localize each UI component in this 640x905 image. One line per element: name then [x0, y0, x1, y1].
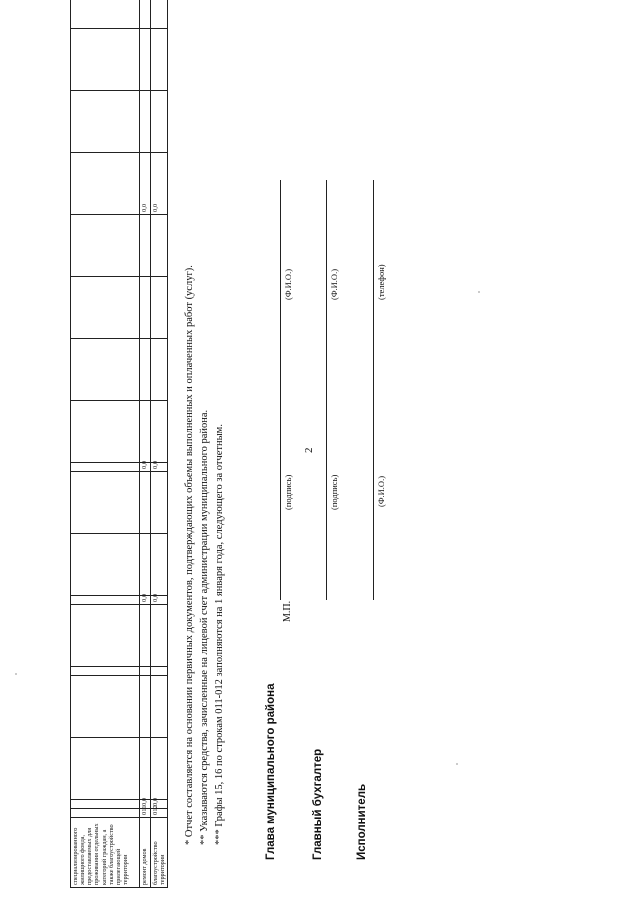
- cell-value: 0,0: [151, 800, 168, 809]
- cell-value: 0,0: [151, 596, 168, 605]
- accountant-signature-line: [326, 180, 327, 600]
- row-code: 011: [140, 809, 151, 818]
- scan-speck: [478, 291, 480, 293]
- row-label: благоустройство территории: [151, 818, 168, 888]
- head-name-caption: (Ф.И.О.): [283, 268, 293, 300]
- executor-title: Исполнитель: [356, 783, 368, 860]
- scan-speck: [15, 673, 17, 675]
- executor-name-caption: (Ф.И.О.): [376, 475, 386, 507]
- table-row: [151, 0, 168, 888]
- cell-value: 0,0: [140, 596, 151, 605]
- cell-value: 0,0: [140, 153, 151, 215]
- head-sign-caption: (подпись): [283, 474, 293, 510]
- accountant-name-caption: (Ф.И.О.): [329, 268, 339, 300]
- table-header-row: [71, 0, 140, 888]
- executor-signature-line: [373, 180, 374, 600]
- head-title: Глава муниципального района: [265, 683, 277, 860]
- footnotes: [182, 265, 227, 845]
- cell-value: 0,0: [140, 463, 151, 472]
- scan-speck: [456, 763, 458, 765]
- mp-stamp-label: М.П.: [282, 600, 293, 622]
- table-row: [140, 0, 151, 888]
- executor-phone-caption: (телефон): [376, 264, 386, 300]
- footnote-1: * Отчет составляется на основании первичных документов, подтверждающих объемы выполненных и оплаченных работ (услуг).: [184, 265, 195, 845]
- page-number: 2: [303, 447, 315, 453]
- accountant-title: Главный бухгалтер: [312, 748, 324, 860]
- footnote-3: *** Графы 15, 16 по строкам 011-012 заполняются на 1 января года, следующего за отчетным.: [214, 424, 225, 845]
- report-table: [70, 0, 168, 888]
- row-label: ремонт домов: [140, 818, 151, 888]
- cell-value: 0,0: [140, 800, 151, 809]
- cell-value: 0,0: [151, 153, 168, 215]
- footnote-2: ** Указываются средства, зачисленные на лицевой счет администрации муниципального района.: [199, 409, 210, 845]
- row-code: 012: [151, 809, 168, 818]
- accountant-sign-caption: (подпись): [329, 474, 339, 510]
- cell-value: 0,0: [151, 463, 168, 472]
- head-signature-line: [280, 180, 281, 600]
- table-header-label: специализированного жилищного фонда, предоставляемых для проживания отдельных категорий граждан, а также благоустройство прилегающей территории: [71, 818, 140, 888]
